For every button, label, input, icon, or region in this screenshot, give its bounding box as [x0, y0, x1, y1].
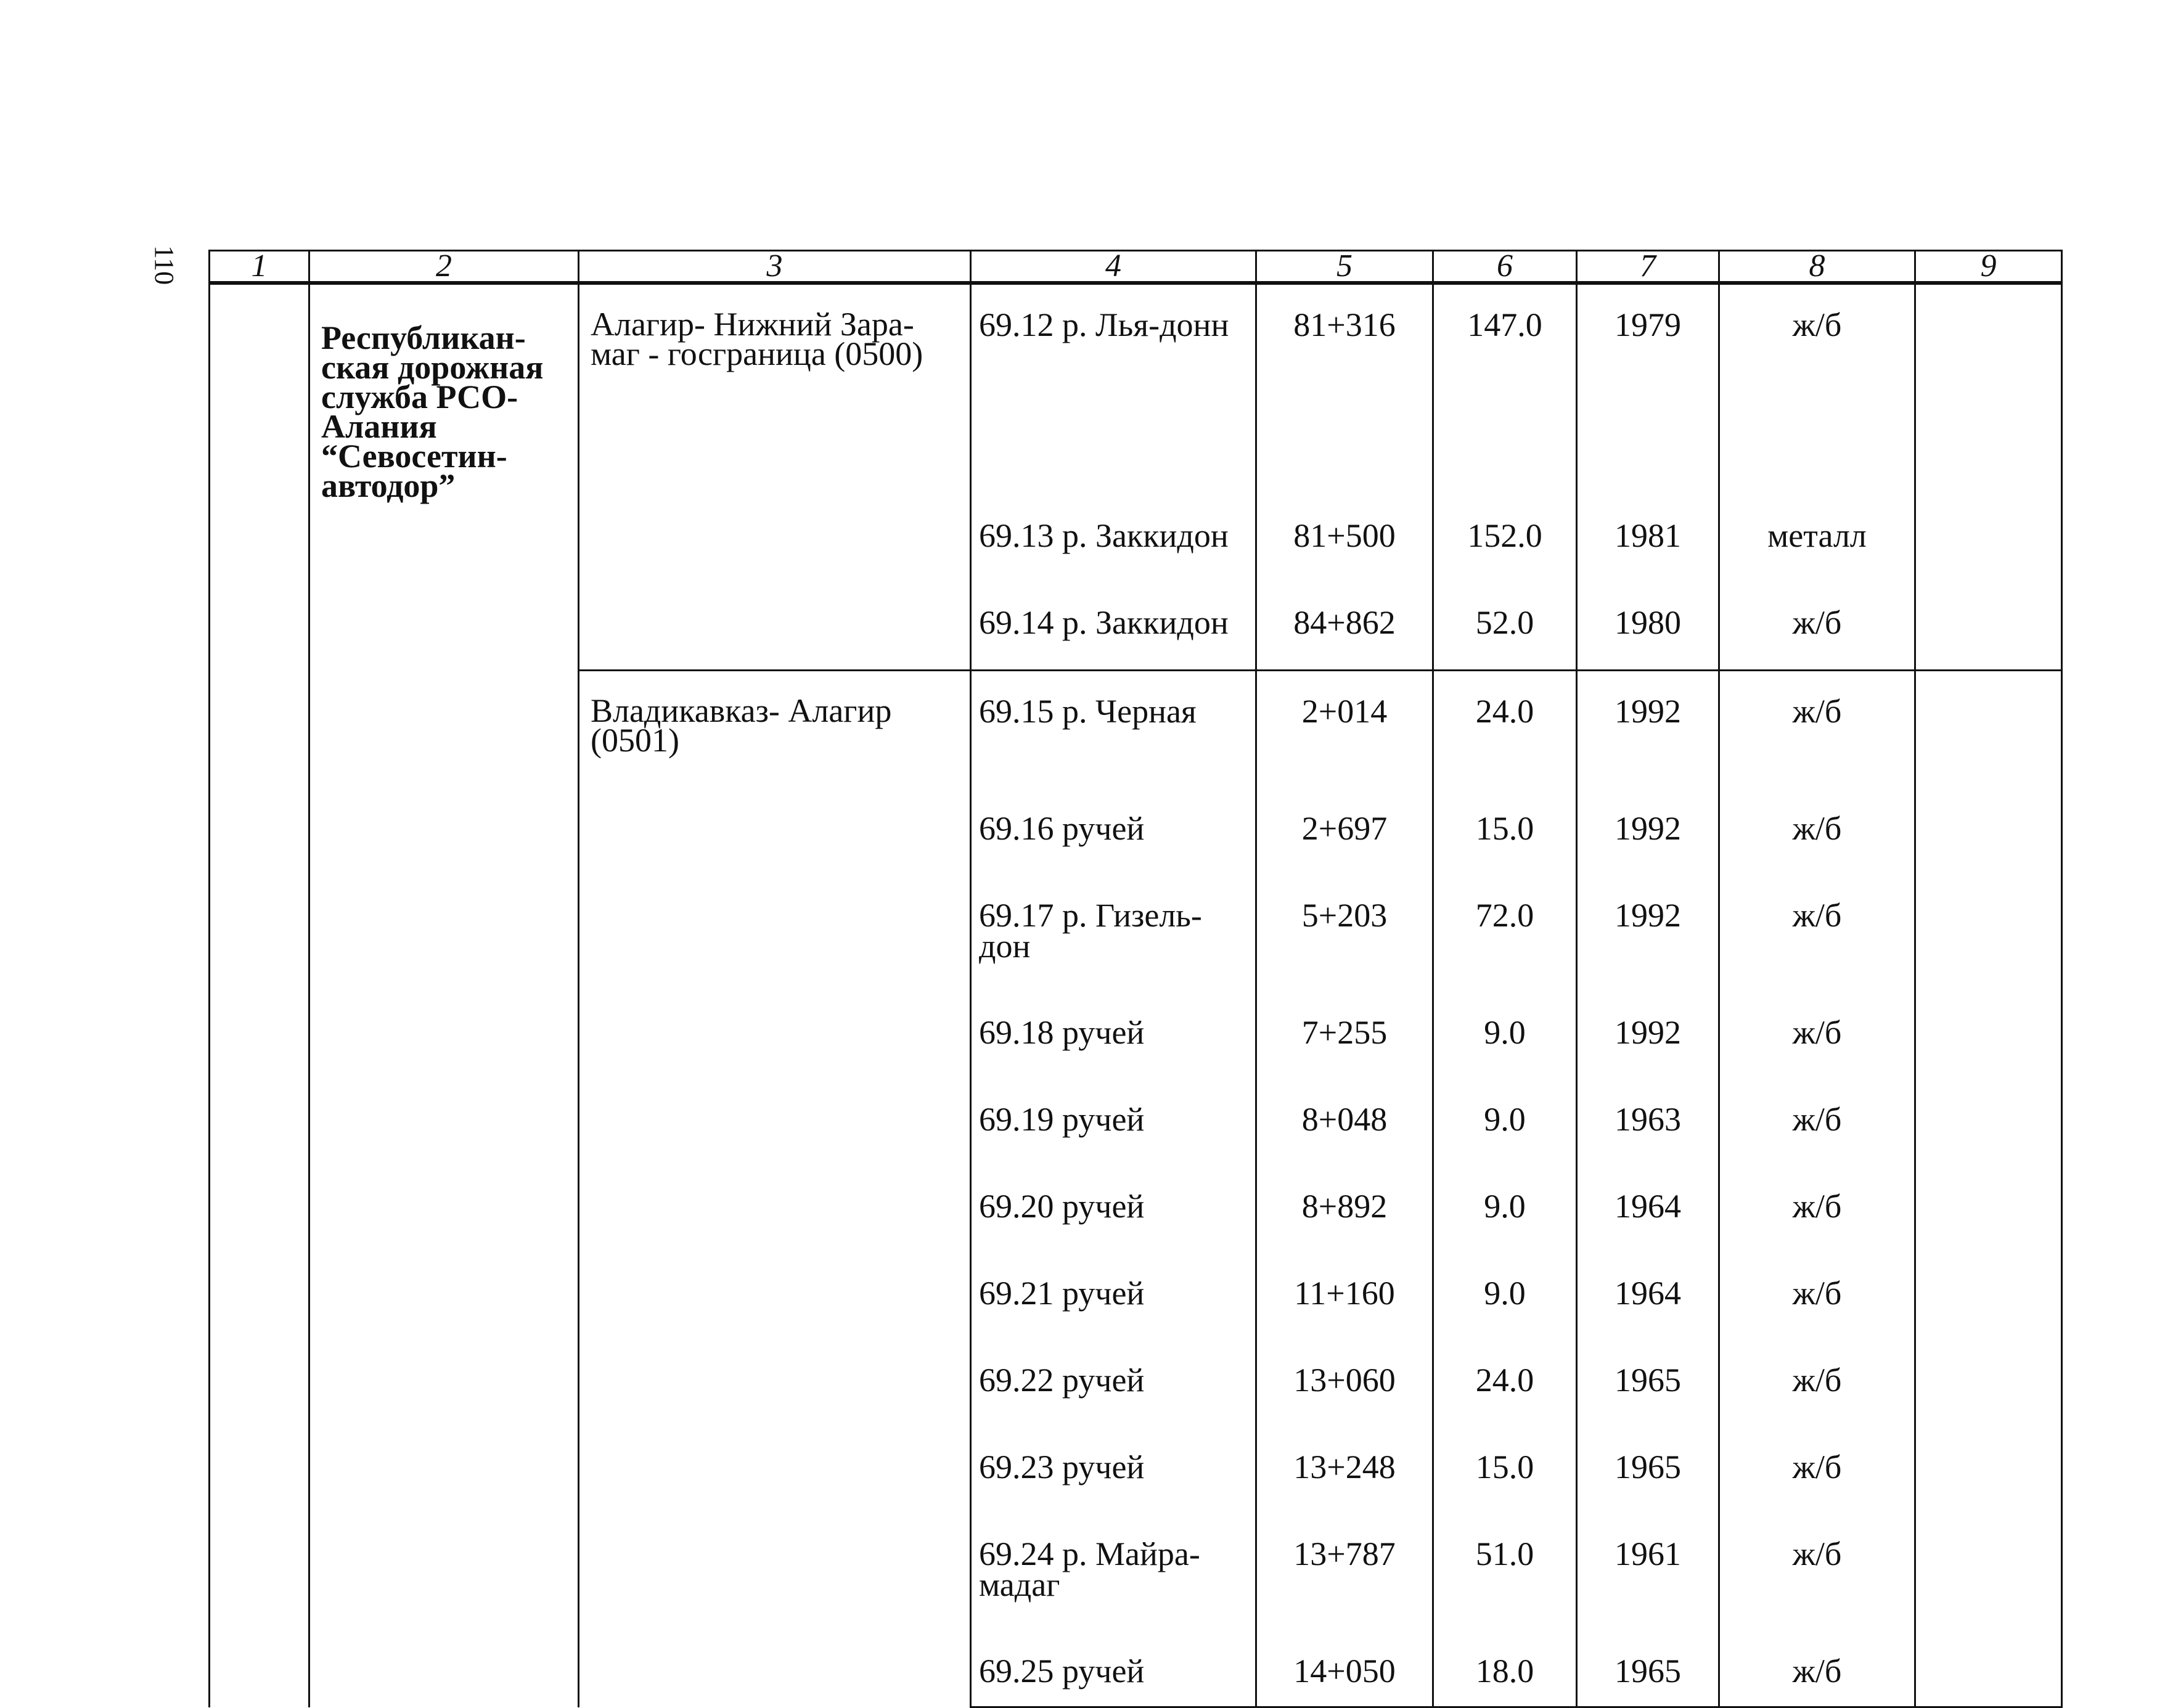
material-cell: ж/б — [1719, 875, 1915, 992]
material-cell: ж/б — [1719, 1514, 1915, 1631]
road-name-line: Владикавказ- Алагир — [591, 692, 892, 729]
column-header-6: 6 — [1433, 251, 1577, 282]
bridge-name-cell: 69.21 ручей — [971, 1253, 1256, 1340]
year-cell: 1979 — [1577, 284, 1719, 496]
column-header-8: 8 — [1719, 251, 1915, 282]
year-cell: 1964 — [1577, 1166, 1719, 1253]
column-header-7: 7 — [1577, 251, 1719, 282]
length-cell: 24.0 — [1433, 1340, 1577, 1427]
road-name-cell — [579, 671, 971, 1707]
length-cell: 15.0 — [1433, 788, 1577, 875]
column-header-5: 5 — [1256, 251, 1433, 282]
material-cell: ж/б — [1719, 671, 1915, 789]
length-cell: 152.0 — [1433, 496, 1577, 582]
kilometer-cell: 5+203 — [1256, 875, 1433, 992]
bridge-name-line: мадаг — [979, 1566, 1060, 1603]
kilometer-cell: 7+255 — [1256, 992, 1433, 1079]
material-cell: ж/б — [1719, 1340, 1915, 1427]
kilometer-cell: 13+060 — [1256, 1340, 1433, 1427]
year-cell: 1965 — [1577, 1340, 1719, 1427]
kilometer-cell: 81+316 — [1256, 284, 1433, 496]
column-header-2: 2 — [309, 251, 579, 282]
kilometer-cell: 2+697 — [1256, 788, 1433, 875]
road-name-line: Алагир- Нижний Зара- — [591, 306, 914, 343]
bridge-name-cell: 69.16 ручей — [971, 788, 1256, 875]
kilometer-cell: 8+048 — [1256, 1079, 1433, 1166]
note-cell — [1915, 284, 2062, 496]
year-cell: 1992 — [1577, 671, 1719, 789]
length-cell: 24.0 — [1433, 671, 1577, 789]
kilometer-cell: 13+787 — [1256, 1514, 1433, 1631]
page-number: 110 — [149, 245, 179, 285]
bridge-name-cell: 69.22 ручей — [971, 1340, 1256, 1427]
column-1-cell — [210, 284, 309, 1707]
kilometer-cell: 84+862 — [1256, 582, 1433, 671]
bridge-name-cell: 69.15 р. Черная — [971, 671, 1256, 789]
organization-cell — [309, 284, 579, 1707]
note-cell — [1915, 1514, 2062, 1631]
length-cell: 9.0 — [1433, 1166, 1577, 1253]
material-cell: ж/б — [1719, 1253, 1915, 1340]
bridge-name-cell: 69.12 р. Лья-донн — [971, 284, 1256, 496]
organization-line: автодор” — [321, 467, 456, 504]
kilometer-cell: 13+248 — [1256, 1427, 1433, 1514]
note-cell — [1915, 788, 2062, 875]
bridge-name-cell: 69.23 ручей — [971, 1427, 1256, 1514]
material-cell: ж/б — [1719, 788, 1915, 875]
bridge-name-cell — [971, 875, 1256, 992]
column-header-1: 1 — [210, 251, 309, 282]
length-cell: 52.0 — [1433, 582, 1577, 671]
column-header-9: 9 — [1915, 251, 2062, 282]
bridge-name-cell: 69.19 ручей — [971, 1079, 1256, 1166]
material-cell: ж/б — [1719, 284, 1915, 496]
note-cell — [1915, 1427, 2062, 1514]
kilometer-cell: 11+160 — [1256, 1253, 1433, 1340]
note-cell — [1915, 1079, 2062, 1166]
year-cell: 1992 — [1577, 875, 1719, 992]
organization-line: Алания — [321, 408, 437, 445]
material-cell: ж/б — [1719, 1631, 1915, 1707]
year-cell: 1965 — [1577, 1427, 1719, 1514]
year-cell: 1963 — [1577, 1079, 1719, 1166]
organization-line: Республикан- — [321, 319, 526, 356]
bridge-name-cell: 69.18 ручей — [971, 992, 1256, 1079]
note-cell — [1915, 496, 2062, 582]
kilometer-cell: 8+892 — [1256, 1166, 1433, 1253]
organization-line: ская дорожная — [321, 349, 544, 386]
year-cell: 1980 — [1577, 582, 1719, 671]
year-cell: 1981 — [1577, 496, 1719, 582]
length-cell: 147.0 — [1433, 284, 1577, 496]
note-cell — [1915, 1166, 2062, 1253]
organization-line: служба РСО- — [321, 378, 518, 415]
road-name-line: (0501) — [591, 722, 679, 759]
kilometer-cell: 81+500 — [1256, 496, 1433, 582]
bridge-name-line: 69.24 р. Майра- — [979, 1535, 1200, 1572]
material-cell: металл — [1719, 496, 1915, 582]
column-header-3: 3 — [579, 251, 971, 282]
note-cell — [1915, 1340, 2062, 1427]
length-cell: 15.0 — [1433, 1427, 1577, 1514]
material-cell: ж/б — [1719, 582, 1915, 671]
table-row — [210, 284, 2062, 496]
note-cell — [1915, 582, 2062, 671]
column-header-4: 4 — [971, 251, 1256, 282]
length-cell: 9.0 — [1433, 1253, 1577, 1340]
road-name-cell — [579, 284, 971, 671]
length-cell: 51.0 — [1433, 1514, 1577, 1631]
length-cell: 9.0 — [1433, 1079, 1577, 1166]
bridge-name-cell: 69.20 ручей — [971, 1166, 1256, 1253]
length-cell: 18.0 — [1433, 1631, 1577, 1707]
bridge-name-cell — [971, 1514, 1256, 1631]
year-cell: 1965 — [1577, 1631, 1719, 1707]
note-cell — [1915, 992, 2062, 1079]
material-cell: ж/б — [1719, 992, 1915, 1079]
material-cell: ж/б — [1719, 1427, 1915, 1514]
bridge-name-cell: 69.25 ручей — [971, 1631, 1256, 1707]
column-number-header-row — [210, 251, 2062, 282]
bridge-register-table — [208, 250, 2063, 1708]
organization-line: “Севосетин- — [321, 438, 507, 475]
year-cell: 1992 — [1577, 788, 1719, 875]
length-cell: 72.0 — [1433, 875, 1577, 992]
note-cell — [1915, 1253, 2062, 1340]
year-cell: 1992 — [1577, 992, 1719, 1079]
bridge-name-cell: 69.13 р. Заккидон — [971, 496, 1256, 582]
note-cell — [1915, 671, 2062, 789]
road-name-line: маг - госграница (0500) — [591, 335, 923, 372]
kilometer-cell: 2+014 — [1256, 671, 1433, 789]
note-cell — [1915, 1631, 2062, 1707]
bridge-name-line: 69.17 р. Гизель- — [979, 897, 1202, 934]
material-cell: ж/б — [1719, 1079, 1915, 1166]
year-cell: 1964 — [1577, 1253, 1719, 1340]
length-cell: 9.0 — [1433, 992, 1577, 1079]
bridge-name-line: дон — [979, 928, 1031, 965]
material-cell: ж/б — [1719, 1166, 1915, 1253]
year-cell: 1961 — [1577, 1514, 1719, 1631]
kilometer-cell: 14+050 — [1256, 1631, 1433, 1707]
note-cell — [1915, 875, 2062, 992]
bridge-name-cell: 69.14 р. Заккидон — [971, 582, 1256, 671]
